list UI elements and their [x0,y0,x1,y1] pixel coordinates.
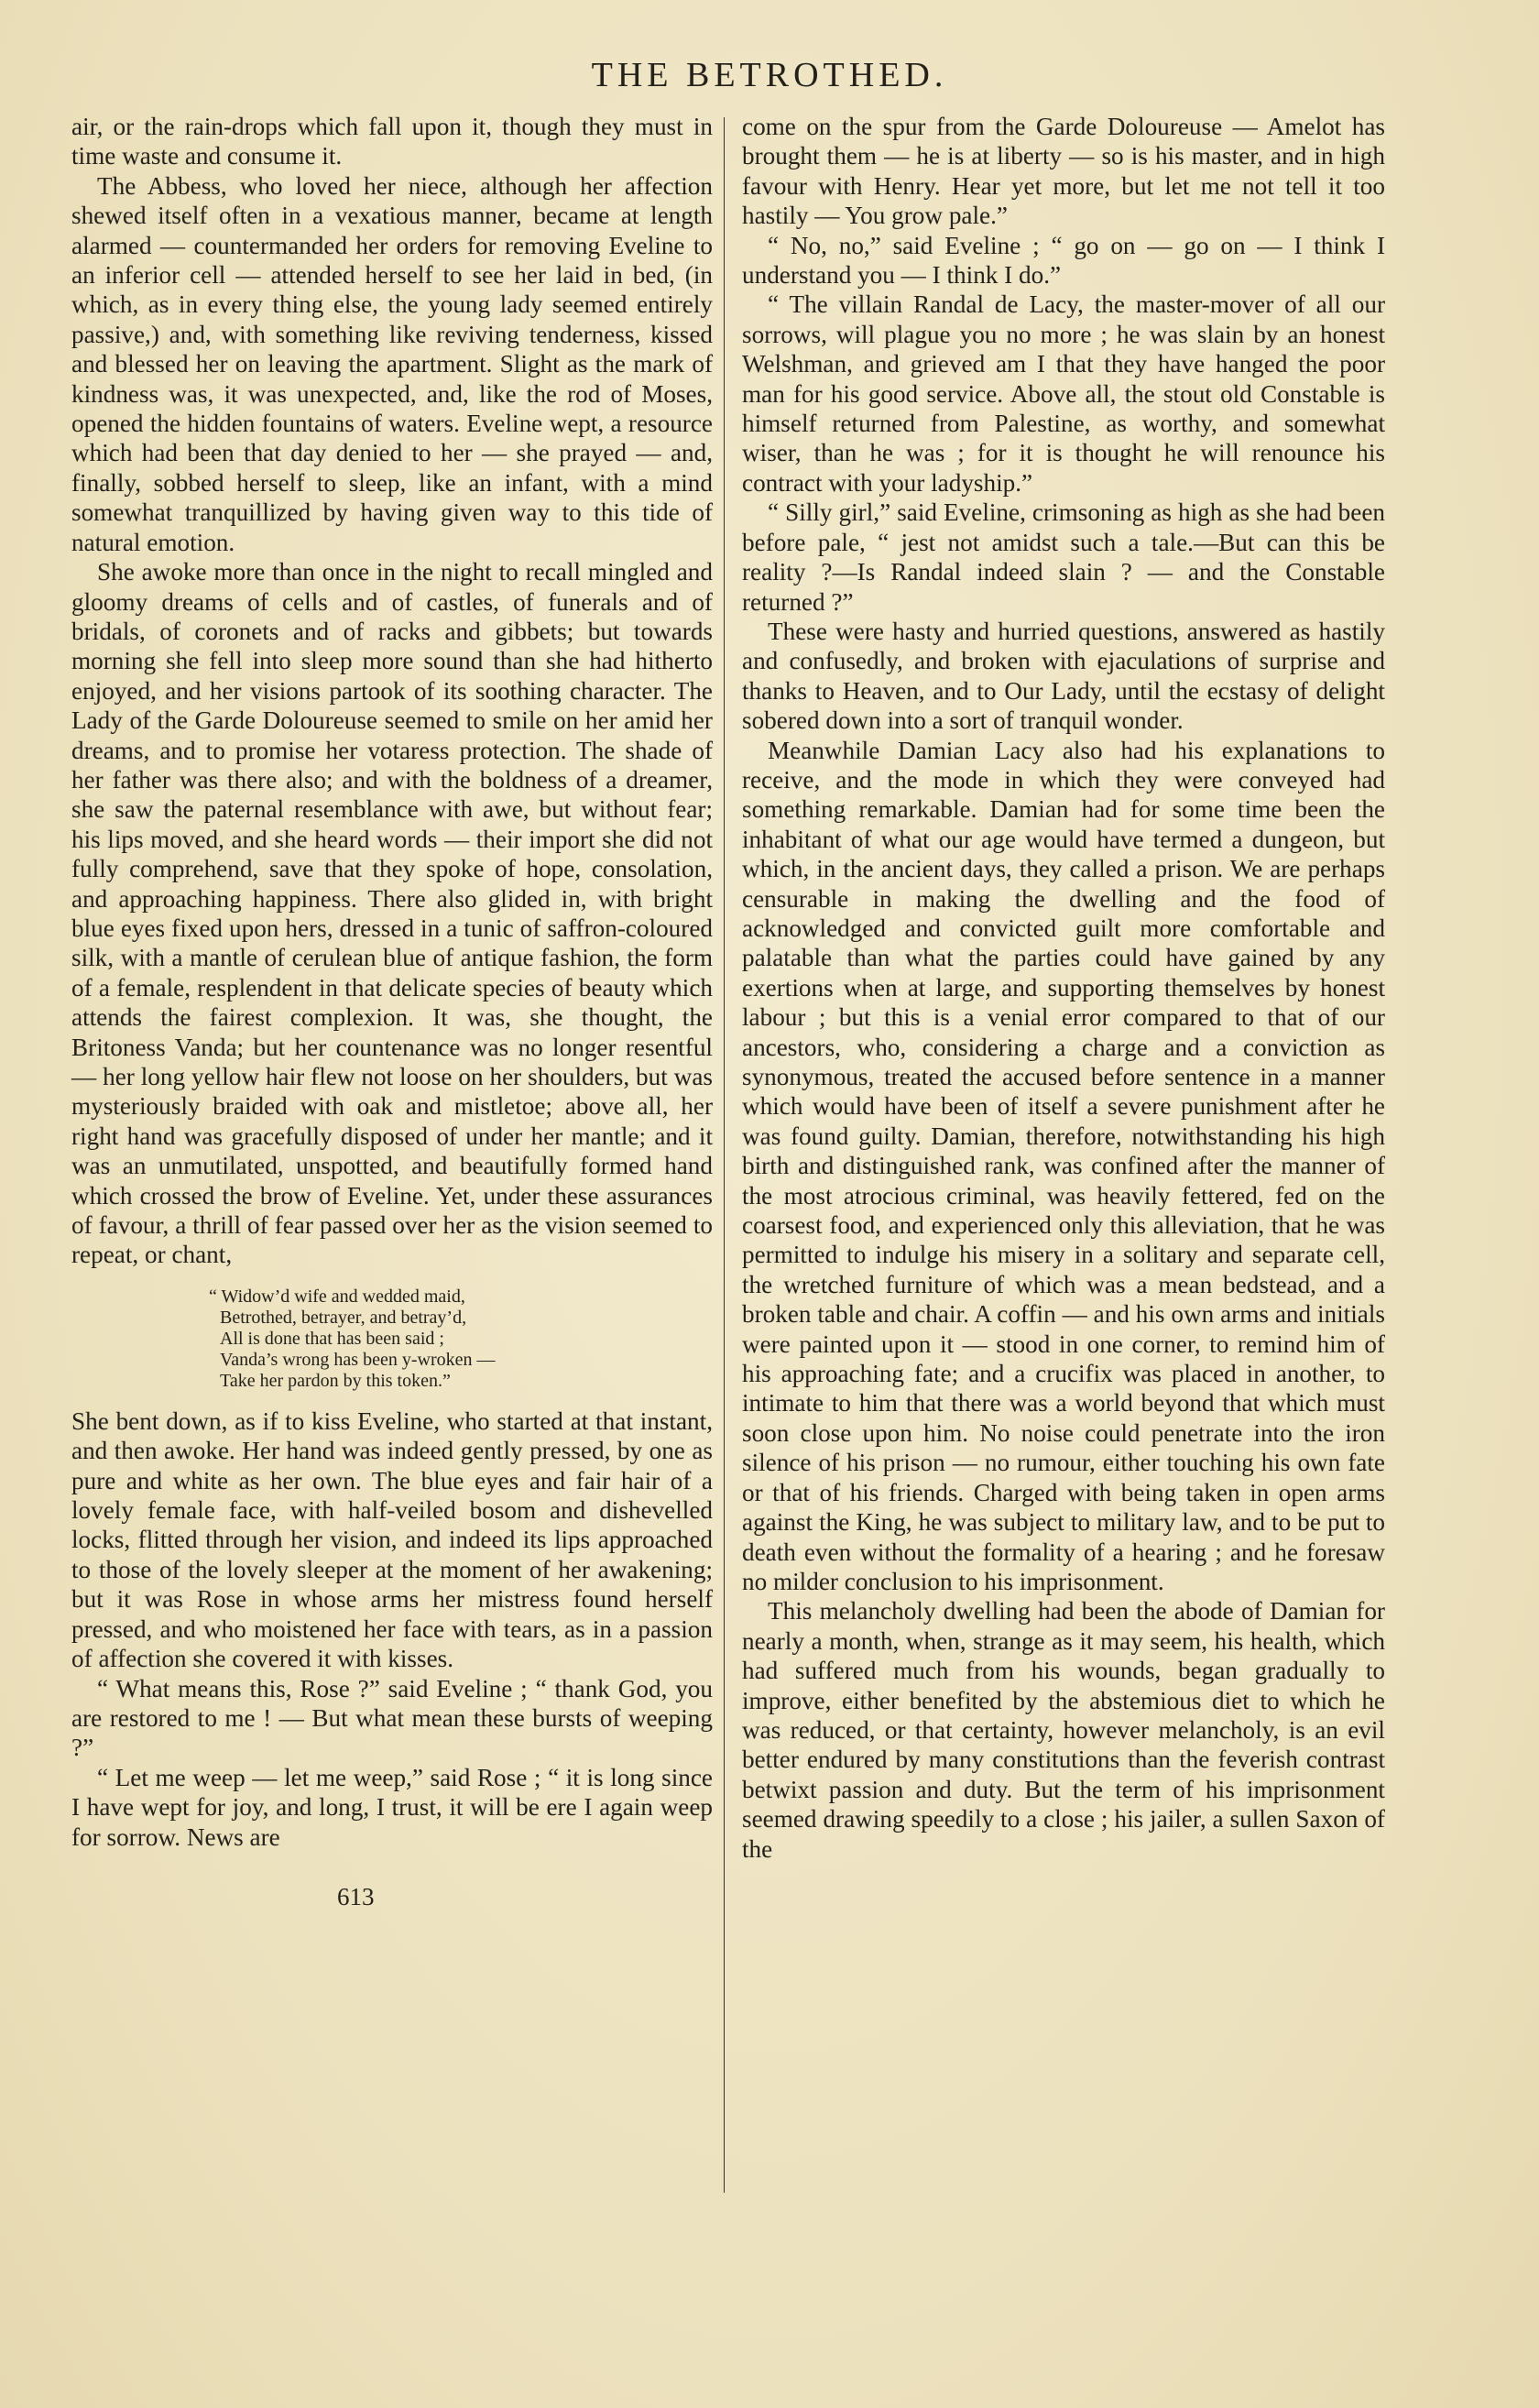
right-column [742,112,1385,1864]
verse-line: Vanda’s wrong has been y-wroken — [220,1349,496,1370]
paragraph: The Abbess, who loved her niece, although her affection shewed itself often in a vexatious manner, became at length alarmed — countermanded her orders for removing Eveline to an inferior cell — attended herself to see her laid in bed, (in which, as in every thing else, the young lady seemed entirely passive,) and, with something like reviving tenderness, kissed and blessed her on leaving the apartment. Slight as the mark of kindness was, it was unexpected, and, like the rod of Moses, opened the hidden fountains of waters. Eveline wept, a resource which had been that day denied to her — she prayed — and, finally, sobbed herself to sleep, like an infant, with a mind somewhat tranquillized by having given way to this tide of natural emotion. [71,171,713,556]
paragraph: Meanwhile Damian Lacy also had his explanations to receive, and the mode in which they were conveyed had something remarkable. Damian had for some time been the inhabitant of what our age would have termed a dungeon, but which, in the ancient days, they called a prison. We are perhaps censurable in making the dwelling and the food of acknowledged and convicted guilt more comfortable and palatable than what the parties could have gained by any exertions when at large, and supporting themselves by honest labour ; but this is a venial error compared to that of our ancestors, who, considering a charge and a conviction as synonymous, treated the accused before sentence in a manner which would have been of itself a severe punishment after he was found guilty. Damian, therefore, notwithstanding his high birth and distinguished rank, was confined after the manner of the most atrocious criminal, was heavily fettered, fed on the coarsest food, and experienced only this alleviation, that he was permitted to indulge his misery in a solitary and separate cell, the wretched furniture of which was a mean bedstead, and a broken table and chair. A coffin — and his own arms and initials were painted upon it — stood in one corner, to remind him of his approaching fate; and a crucifix was placed in another, to intimate to him that there was a world beyond that which must soon close upon him. No noise could penetrate into the iron silence of his prison — no rumour, either touching his own fate or that of his friends. Charged with being taken in open arms against the King, he was subject to military law, and to be put to death even without the formality of a hearing ; and he foresaw no milder conclusion to his imprisonment. [742,736,1385,1595]
verse-block [209,1286,713,1392]
paragraph: This melancholy dwelling had been the abode of Damian for nearly a month, when, strange as it may seem, his health, which had suffered much from his wounds, began gradually to improve, either benefited by the abstemious diet to which he was reduced, or that certainty, however melancholy, is an evil better endured by many constitutions than the feverish contrast betwixt passion and duty. But the term of his imprisonment seemed drawing speedily to a close ; his jailer, a sullen Saxon of the [742,1597,1385,1863]
paragraph: “ What means this, Rose ?” said Eveline ; “ thank God, you are restored to me ! — But what mean these bursts of weeping ?” [71,1674,713,1762]
paragraph: “ Let me weep — let me weep,” said Rose ; “ it is long since I have wept for joy, and long, I trust, it will be ere I again weep for sorrow. News are [71,1763,713,1851]
verse-line: “ Widow’d wife and wedded maid, [209,1286,465,1307]
paragraph: air, or the rain-drops which fall upon it, though they must in time waste and consume it. [71,113,713,170]
paragraph: She awoke more than once in the night to recall mingled and gloomy dreams of cells and of castles, of funerals and of bridals, of coronets and of racks and gibbets; but towards morning she fell into sleep more sound than she had hitherto enjoyed, and her visions partook of its soothing character. The Lady of the Garde Doloureuse seemed to smile on her amid her dreams, and to promise her votaress protection. The shade of her father was there also; and with the boldness of a dreamer, she saw the paternal resemblance with awe, but without fear; his lips moved, and she heard words — their import she did not fully comprehend, save that they spoke of hope, consolation, and approaching happiness. There also glided in, with bright blue eyes fixed upon hers, dressed in a tunic of saffron-coloured silk, with a mantle of cerulean blue of antique fashion, the form of a female, resplendent in that delicate species of beauty which attends the fairest complexion. It was, she thought, the Britoness Vanda; but her countenance was no longer resentful — her long yellow hair flew not loose on her shoulders, but was mysteriously braided with oak and mistletoe; above all, her right hand was gracefully disposed of under her mantle; and it was an unmutilated, unspotted, and beautifully formed hand which crossed the brow of Eveline. Yet, under these assurances of favour, a thrill of fear passed over her as the vision seemed to repeat, or chant, [71,558,713,1269]
paragraph: These were hasty and hurried questions, answered as hastily and confusedly, and broken with ejaculations of surprise and thanks to Heaven, and to Our Lady, until the ecstasy of delight sobered down into a sort of tranquil wonder. [742,617,1385,735]
paragraph: come on the spur from the Garde Doloureuse — Amelot has brought them — he is at liberty — so is his master, and in high favour with Henry. Hear yet more, but let me not tell it too hastily — You grow pale.” [742,113,1385,230]
page-number: 613 [337,1883,375,1910]
verse-line: Take her pardon by this token.” [220,1370,451,1391]
column-divider [724,117,725,2193]
verse-line: Betrothed, betrayer, and betray’d, [220,1307,467,1328]
page-title: THE BETROTHED. [591,56,948,94]
paragraph: She bent down, as if to kiss Eveline, who started at that instant, and then awoke. Her hand was indeed gently pressed, by one as pure and white as her own. The blue eyes and fair hair of a lovely female face, with half-veiled bosom and dishevelled locks, flitted through her vision, and indeed its lips approached to those of the lovely sleeper at the moment of her awakening; but it was Rose in whose arms her mistress found herself pressed, and who moistened her face with tears, as in a passion of affection she covered it with kisses. [71,1406,713,1673]
paragraph: “ Silly girl,” said Eveline, crimsoning as high as she had been before pale, “ jest not amidst such a tale.—But can this be reality ?—Is Randal indeed slain ? — and the Constable returned ?” [742,498,1385,616]
left-column [71,112,713,1852]
paragraph: “ The villain Randal de Lacy, the master-mover of all our sorrows, will plague you no more ; he was slain by an honest Welshman, and grieved am I that they have hanged the poor man for his good service. Above all, the stout old Constable is himself returned from Palestine, as worthy, and somewhat wiser, than he was ; for it is thought he will renounce his contract with your ladyship.” [742,290,1385,497]
paragraph: “ No, no,” said Eveline ; “ go on — go on — I think I understand you — I think I do.” [742,231,1385,290]
verse-line: All is done that has been said ; [220,1328,444,1349]
